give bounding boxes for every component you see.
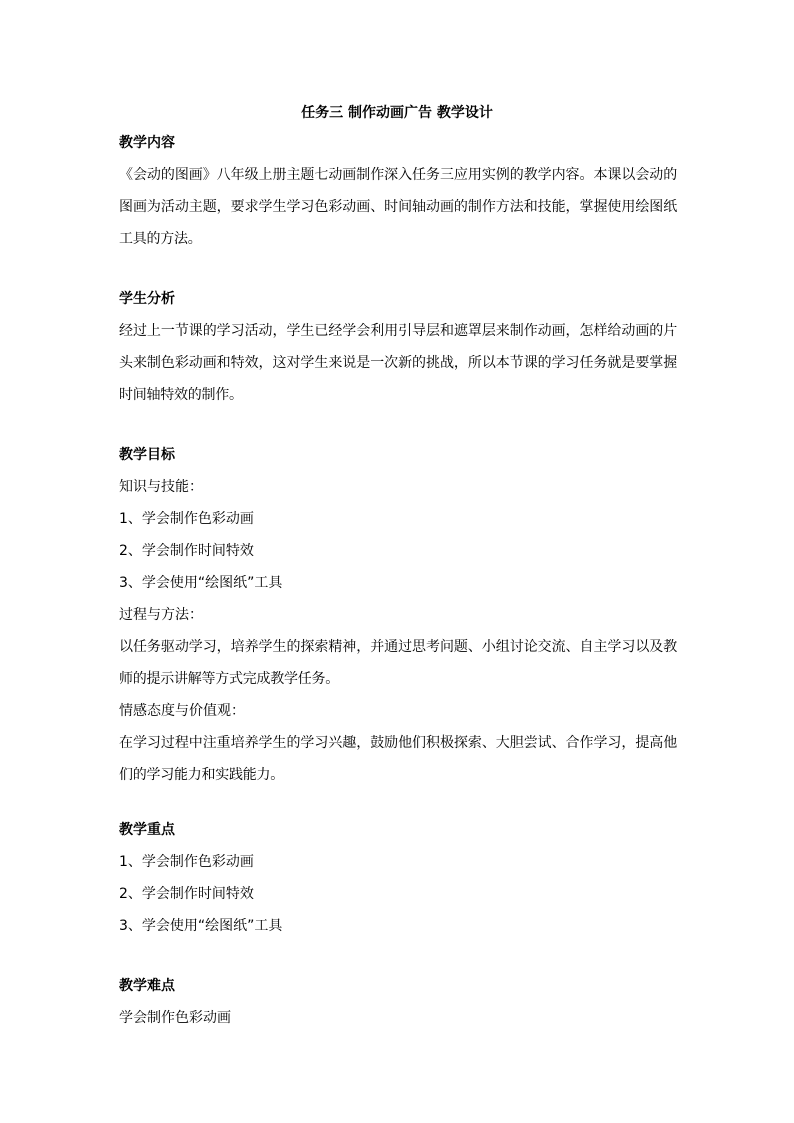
section-teaching-objectives [119,445,677,791]
difficulty-text: 学会制作色彩动画 [119,1010,231,1026]
list-item: 1、学会制作色彩动画 [119,854,254,870]
section-heading: 教学重点 [119,822,175,838]
attitude-values-paragraph: 在学习过程中注重培养学生的学习兴趣，鼓励他们积极探索、大胆尝试、合作学习，提高他们的学习能力和实践能力。 [119,735,677,783]
difficulty-body [119,1002,677,1034]
section-heading: 教学目标 [119,447,175,463]
knowledge-skills-label: 知识与技能： [119,479,203,495]
list-item: 2、学会制作时间特效 [119,886,254,902]
section-student-analysis [119,289,677,411]
list-item: 3、学会使用“绘图纸”工具 [119,575,283,591]
section-heading: 学生分析 [119,291,175,307]
list-item: 2、学会制作时间特效 [119,543,254,559]
section-difficulty [119,976,677,1034]
section-heading: 教学难点 [119,978,175,994]
process-methods-label: 过程与方法： [119,607,203,623]
attitude-values-label: 情感态度与价值观： [119,703,245,719]
section-key-points [119,820,677,942]
section-paragraph: 经过上一节课的学习活动，学生已经学会利用引导层和遮罩层来制作动画，怎样给动画的片头来制色彩动画和特效，这对学生来说是一次新的挑战，所以本节课的学习任务就是要掌握时间轴特效的制作。 [119,323,677,403]
objectives-body [119,471,677,631]
document-title: 任务三 制作动画广告 教学设计 [301,105,493,121]
section-paragraph: 《会动的图画》八年级上册主题七动画制作深入任务三应用实例的教学内容。本课以会动的图画为活动主题，要求学生学习色彩动画、时间轴动画的制作方法和技能，掌握使用绘图纸工具的方法。 [119,167,677,247]
section-heading: 教学内容 [119,135,175,151]
key-points-list [119,846,677,942]
process-methods-paragraph: 以任务驱动学习，培养学生的探索精神，并通过思考问题、小组讨论交流、自主学习以及教师的提示讲解等方式完成教学任务。 [119,639,677,687]
list-item: 1、学会制作色彩动画 [119,511,254,527]
list-item: 3、学会使用“绘图纸”工具 [119,918,283,934]
section-teaching-content [119,133,677,255]
